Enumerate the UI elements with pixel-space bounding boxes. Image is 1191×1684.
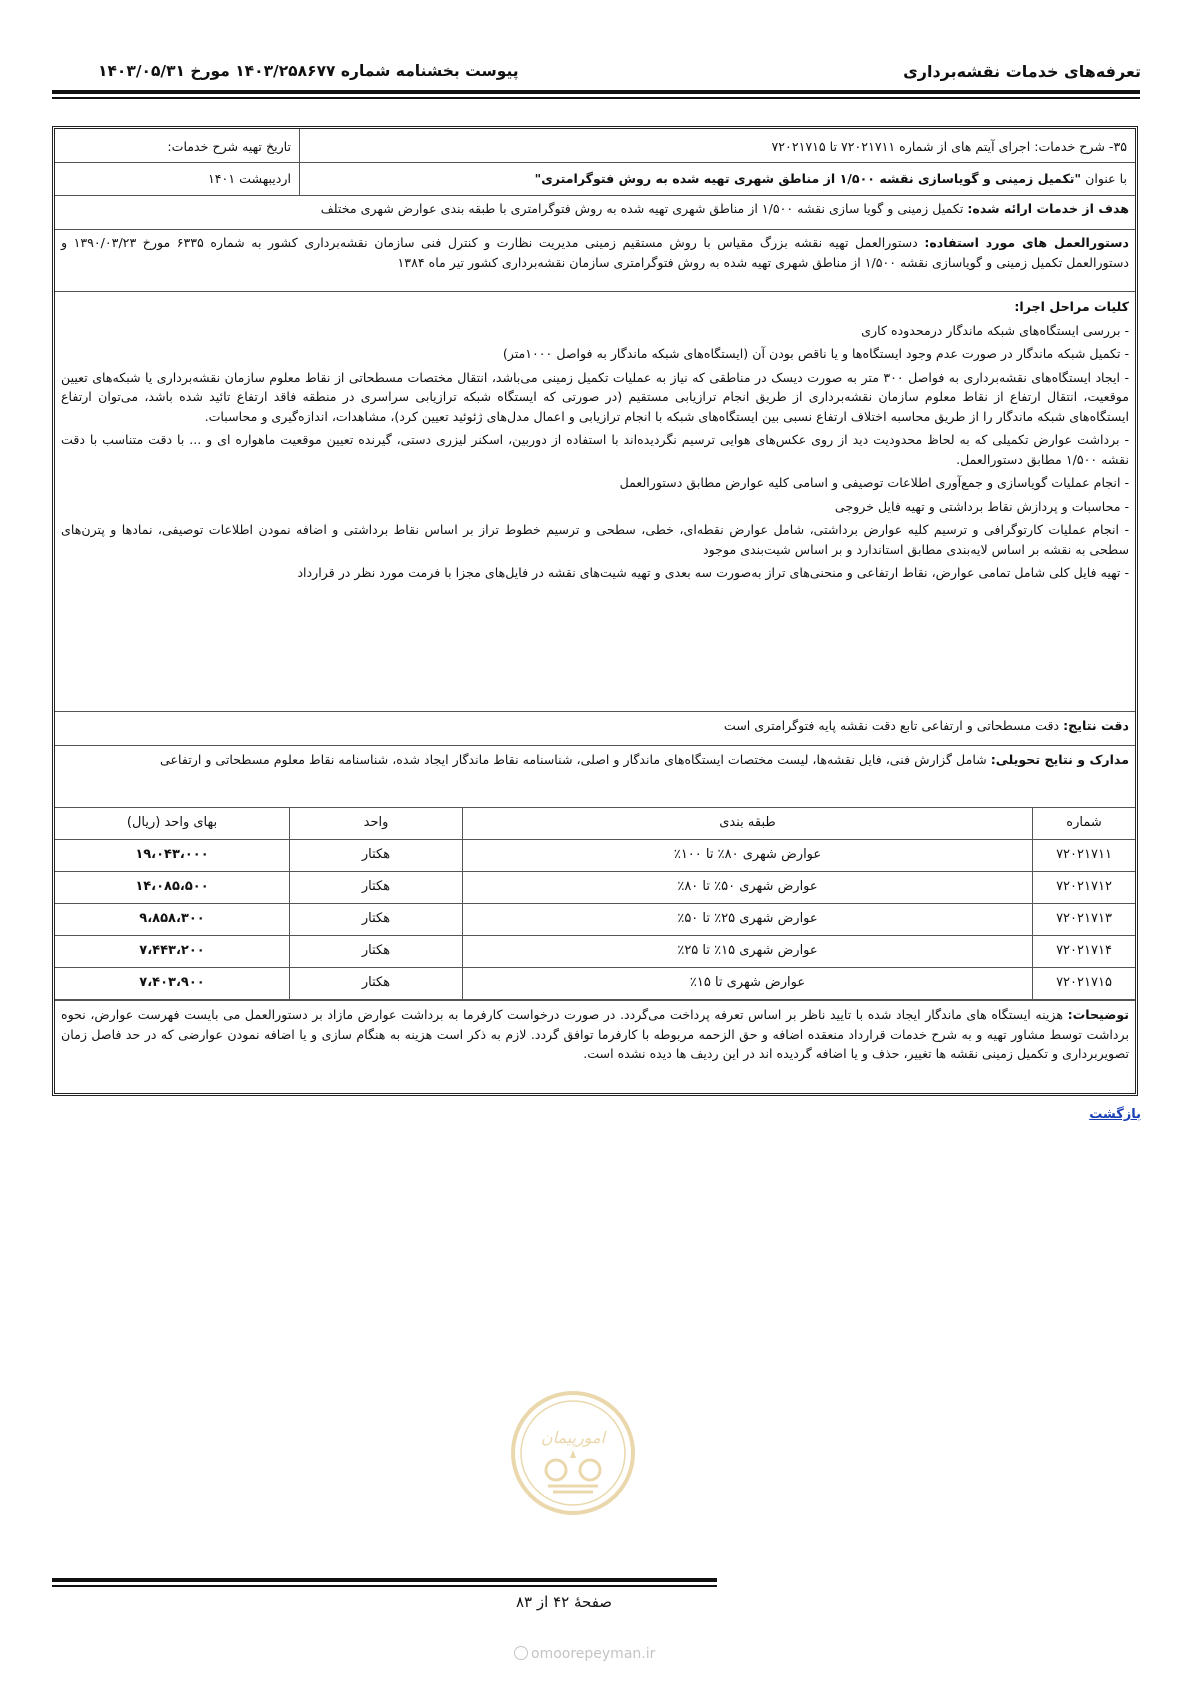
seal-text: امورپیمان <box>540 1428 606 1447</box>
item-price: ۱۴،۰۸۵،۵۰۰ <box>55 872 290 904</box>
accuracy-label: دقت نتایج: <box>1063 718 1129 733</box>
steps-label: کلیات مراحل اجرا: <box>1014 299 1129 314</box>
step-item: - ایجاد ایستگاه‌های نقشه‌برداری به فواصل ۳۰۰ متر به صورت دیسک در مناطقی که نیاز به عملیات تکمیل زمینی می‌باشد، انتقال مختصات مسطحاتی از نقاط معلوم سازمان نقشه‌برداری یا شبکه‌های تعیین موقعیت، انتقال ارتفاع از نقاط معلوم سازمان نقشه‌برداری از طریق انجام ترازیابی مستقیم (در صورتی که ایستگاه شبکه ترازیابی سراسری در منطقه فاقد ارتفاع تائید شده باشد، می‌توان ارتفاع ایستگاه‌های شبکه ماندگار را از طریق محاسبه اختلاف ارتفاع نسبی بین ایستگاه‌های شبکه با انجام ترازیابی و اعمال مدل‌های ژئوئید تعیین کرد)، مشاهدات، اندازه‌گیری و محاسبات. <box>61 369 1129 424</box>
service-description <box>300 129 1135 195</box>
step-item: - بررسی ایستگاه‌های شبکه ماندگار درمحدوده کاری <box>861 322 1129 338</box>
notes-text: هزینه ایستگاه های ماندگار ایجاد شده با تایید ناظر بر اساس تعرفه پرداخت می‌گردد. در صورت درخواست کارفرما به برداشت عوارض مازاد بر دستورالعمل می بایست فهرست عوارض، نحوه برداشت توسط مشاور تهیه و به شرح خدمات قرارداد منعقده اضافه و حق الزحمه مربوطه با کارفرما توافق گردد. لازم به ذکر است هزینه به هنگام سازی و یا اضافه نمودن عوارضی که در حد فاصل زمان تصویربرداری و تکمیل زمینی نقشه ها تغییر، حذف و یا اضافه گردیده اند در این ردیف ها دیده نشده است. <box>61 1007 1129 1062</box>
item-category: عوارض شهری ۵۰٪ تا ۸۰٪ <box>463 872 1033 904</box>
col-header-unit: واحد <box>290 808 463 840</box>
footer-rule-thick <box>52 1578 717 1582</box>
goal-text: تکمیل زمینی و گویا سازی نقشه ۱/۵۰۰ از مناطق شهری تهیه شده به روش فتوگرامتری با طبقه بندی عوارض شهری مختلف <box>320 201 968 216</box>
item-unit: هکتار <box>290 872 463 904</box>
deliverables-row <box>55 746 1135 808</box>
item-price: ۷،۴۴۳،۲۰۰ <box>55 936 290 968</box>
deliverables-text: شامل گزارش فنی، فایل نقشه‌ها، لیست مختصات ایستگاه‌های ماندگار و اصلی، شناسنامه نقاط ماندگار ایجاد شده، شناسنامه نقاط معلوم مسطحاتی و ارتفاعی <box>160 752 991 767</box>
instructions-row <box>55 230 1135 292</box>
service-items-line: ۳۵- شرح خدمات: اجرای آیتم های از شماره ۷۲۰۲۱۷۱۱ تا ۷۲۰۲۱۷۱۵ <box>771 139 1127 154</box>
step-item: - برداشت عوارض تکمیلی که به لحاظ محدودیت دید از روی عکس‌های هوایی ترسیم نگردیده‌اند با استفاده از دوربین، اسکنر لیزری دستی، گیرنده تعیین موقعیت ماهواره ای و ... با دقت متناسب با دقت نقشه ۱/۵۰۰ مطابق دستورالعمل. <box>61 432 1129 467</box>
price-table-row <box>55 808 1135 1101</box>
header-rule-thin <box>52 97 1140 99</box>
item-unit: هکتار <box>290 840 463 872</box>
item-category: عوارض شهری ۲۵٪ تا ۵۰٪ <box>463 904 1033 936</box>
table-row <box>55 904 1135 936</box>
price-table <box>55 808 1135 1000</box>
footer-rule-thin <box>52 1585 717 1587</box>
service-table <box>52 126 1138 1096</box>
deliverables-label: مدارک و نتایج تحویلی: <box>990 752 1129 767</box>
goal-row <box>55 196 1135 230</box>
notes-label: توضیحات: <box>1067 1007 1129 1022</box>
service-title-row <box>55 129 1135 196</box>
accuracy-text: دقت مسطحاتی و ارتفاعی تابع دقت نقشه پایه فتوگرامتری است <box>723 718 1064 733</box>
item-category: عوارض شهری ۸۰٪ تا ۱۰۰٪ <box>463 840 1033 872</box>
at-icon <box>514 1646 528 1660</box>
service-title: "تکمیل زمینی و گویاسازی نقشه ۱/۵۰۰ از مناطق شهری تهیه شده به روش فتوگرامتری" <box>534 171 1082 186</box>
step-item: - تکمیل شبکه ماندگار در صورت عدم وجود ایستگاه‌ها و یا ناقص بودن آن (ایستگاه‌های شبکه ماندگار به فواصل ۱۰۰۰متر) <box>502 346 1129 362</box>
item-unit: هکتار <box>290 904 463 936</box>
accuracy-row <box>55 712 1135 746</box>
col-header-price: بهای واحد (ریال) <box>55 808 290 840</box>
service-date-cell <box>55 129 300 195</box>
item-unit: هکتار <box>290 968 463 1000</box>
step-item: - انجام عملیات گویاسازی و جمع‌آوری اطلاعات توصیفی و اسامی کلیه عوارض مطابق دستورالعمل <box>619 475 1129 491</box>
steps-row <box>55 292 1135 712</box>
col-header-code: شماره <box>1033 808 1136 840</box>
item-code: ۷۲۰۲۱۷۱۴ <box>1033 936 1136 968</box>
step-item: - تهیه فایل کلی شامل تمامی عوارض، نقاط ارتفاعی و منحنی‌های تراز به‌صورت سه بعدی و تهیه شیت‌های نقشه در فایل‌های مجزا با فرمت مورد نظر در قرارداد <box>297 565 1129 581</box>
price-table-header <box>55 808 1135 840</box>
site-watermark <box>514 1646 655 1662</box>
back-link[interactable]: بازگشت <box>1089 1107 1141 1122</box>
table-row <box>55 968 1135 1000</box>
service-title-prefix: با عنوان <box>1081 171 1127 186</box>
step-item: - انجام عملیات کارتوگرافی و ترسیم کلیه عوارض برداشتی، شامل عوارض نقطه‌ای، خطی، سطحی و ترسیم خطوط تراز بر اساس نقاط برداشتی و اضافه نمودن اطلاعات توصیفی، نمادها و پترن‌های سطحی به نقشه بر اساس لایه‌بندی مطابق استاندارد و بر اساس شیت‌بندی موجود <box>61 522 1129 557</box>
item-code: ۷۲۰۲۱۷۱۱ <box>1033 840 1136 872</box>
organization-seal-watermark <box>508 1388 638 1518</box>
site-name: omoorepeyman.ir <box>531 1646 656 1662</box>
page-number: صفحهٔ ۴۲ از ۸۳ <box>516 1593 613 1611</box>
header-title: تعرفه‌های خدمات نقشه‌برداری <box>903 62 1141 81</box>
header-rule-thick <box>52 90 1140 94</box>
item-category: عوارض شهری ۱۵٪ تا ۲۵٪ <box>463 936 1033 968</box>
service-date-value: اردیبهشت ۱۴۰۱ <box>55 162 299 194</box>
instructions-text: دستورالعمل تهیه نقشه بزرگ مقیاس با روش مستقیم زمینی مدیریت نظارت و کنترل فنی سازمان نقشه‌برداری کشور به شماره ۶۳۳۵ مورخ ۱۳۹۰/۰۳/۲۳ و دستورالعمل تکمیل زمینی و گویاسازی نقشه ۱/۵۰۰ از مناطق شهری تهیه شده به روش فتوگرامتری سازمان نقشه‌برداری کشور تیر ماه ۱۳۸۴ <box>61 235 1129 270</box>
item-category: عوارض شهری تا ۱۵٪ <box>463 968 1033 1000</box>
table-row <box>55 872 1135 904</box>
instructions-label: دستورالعمل های مورد استفاده: <box>924 235 1129 250</box>
item-price: ۹،۸۵۸،۳۰۰ <box>55 904 290 936</box>
table-row <box>55 840 1135 872</box>
service-title-line <box>300 162 1135 194</box>
header-circular-reference: پیوست بخشنامه شماره ۱۴۰۳/۲۵۸۶۷۷ مورخ ۱۴۰۳/۰۵/۳۱ <box>98 62 519 80</box>
goal-label: هدف از خدمات ارائه شده: <box>967 201 1129 216</box>
table-row <box>55 936 1135 968</box>
item-code: ۷۲۰۲۱۷۱۳ <box>1033 904 1136 936</box>
item-unit: هکتار <box>290 936 463 968</box>
item-price: ۷،۴۰۳،۹۰۰ <box>55 968 290 1000</box>
col-header-category: طبقه بندی <box>463 808 1033 840</box>
service-date-label: تاریخ تهیه شرح خدمات: <box>167 139 291 154</box>
item-code: ۷۲۰۲۱۷۱۵ <box>1033 968 1136 1000</box>
item-price: ۱۹،۰۴۳،۰۰۰ <box>55 840 290 872</box>
item-code: ۷۲۰۲۱۷۱۲ <box>1033 872 1136 904</box>
step-item: - محاسبات و پردازش نقاط برداشتی و تهیه فایل خروجی <box>834 498 1129 514</box>
notes-row <box>55 1000 1135 1101</box>
